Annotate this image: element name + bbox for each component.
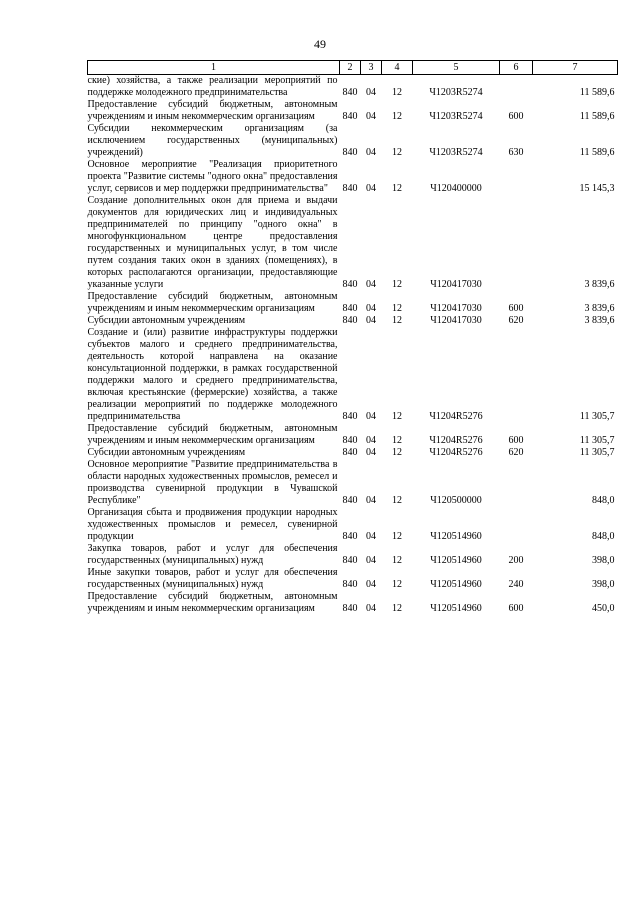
row-section-code: 04 [366, 111, 376, 122]
row-expense-type-code: 600 [508, 603, 524, 614]
row-name: Предоставление субсидий бюджетным, автономным учреждениям и иным некоммерческим организациям [87, 591, 338, 614]
row-name: Организация сбыта и продвижения продукции народных художественных промыслов и ремесел, сувенирной продукции [87, 507, 338, 542]
row-subsection-code: 12 [392, 495, 402, 506]
row-section-code: 04 [366, 435, 376, 446]
row-section-code: 04 [366, 531, 376, 542]
budget-table [87, 60, 618, 615]
table-row [88, 123, 618, 159]
row-ministry-code: 840 [342, 147, 358, 158]
column-header-3: 3 [361, 61, 382, 75]
row-subsection-code: 12 [392, 411, 402, 422]
column-header-5: 5 [413, 61, 500, 75]
row-expense-type-code [500, 159, 533, 195]
column-header-2: 2 [340, 61, 361, 75]
row-amount: 11 305,7 [579, 435, 615, 446]
row-amount: 3 839,6 [584, 303, 615, 314]
row-name: Иные закупки товаров, работ и услуг для обеспечения государственных (муниципальных) нужд [87, 567, 338, 590]
row-subsection-code: 12 [392, 147, 402, 158]
column-header-1: 1 [88, 61, 340, 75]
row-target-code: Ч1204R5276 [429, 411, 483, 422]
table-row [88, 567, 618, 591]
column-header-7: 7 [533, 61, 618, 75]
row-target-code: Ч120514960 [430, 603, 482, 614]
row-expense-type-code: 200 [508, 555, 524, 566]
row-subsection-code: 12 [392, 579, 402, 590]
row-name: Предоставление субсидий бюджетным, автономным учреждениям и иным некоммерческим организациям [87, 291, 338, 314]
row-section-code: 04 [366, 147, 376, 158]
table-row [88, 423, 618, 447]
row-name: Субсидии некоммерческим организациям (за исключением государственных (муниципальных) учреждений) [87, 123, 338, 158]
row-target-code: Ч120514960 [430, 555, 482, 566]
row-amount: 3 839,6 [584, 315, 615, 326]
row-name: Основное мероприятие "Развитие предпринимательства в области народных художественных промыслов, ремесел и производства сувенирной продукции в Чувашской Республике" [87, 459, 338, 506]
row-expense-type-code: 600 [508, 111, 524, 122]
row-section-code: 04 [366, 411, 376, 422]
row-name: Субсидии автономным учреждениям [87, 447, 246, 458]
row-ministry-code: 840 [342, 495, 358, 506]
table-row [88, 447, 618, 459]
row-amount: 15 145,3 [579, 183, 615, 194]
row-name: Предоставление субсидий бюджетным, автономным учреждениям и иным некоммерческим организациям [87, 99, 338, 122]
row-target-code: Ч1203R5274 [429, 87, 483, 98]
table-row [88, 75, 618, 100]
row-subsection-code: 12 [392, 87, 402, 98]
row-amount: 11 305,7 [579, 411, 615, 422]
row-section-code: 04 [366, 603, 376, 614]
row-expense-type-code: 600 [508, 435, 524, 446]
row-subsection-code: 12 [392, 603, 402, 614]
row-target-code: Ч120500000 [430, 495, 482, 506]
table-body [88, 75, 618, 616]
row-amount: 11 589,6 [579, 87, 615, 98]
row-ministry-code: 840 [342, 435, 358, 446]
row-target-code: Ч1204R5276 [429, 447, 483, 458]
row-subsection-code: 12 [392, 555, 402, 566]
row-expense-type-code: 240 [508, 579, 524, 590]
table-row [88, 327, 618, 423]
row-target-code: Ч120514960 [430, 531, 482, 542]
row-subsection-code: 12 [392, 303, 402, 314]
row-target-code: Ч1203R5274 [429, 147, 483, 158]
table-row [88, 591, 618, 615]
row-section-code: 04 [366, 87, 376, 98]
row-name: Основное мероприятие "Реализация приоритетного проекта "Развитие системы "одного окна" предоставления услуг, сервисов и мер поддержки предпринимательства" [87, 159, 338, 194]
table-header-row [88, 61, 618, 75]
row-subsection-code: 12 [392, 183, 402, 194]
row-amount: 450,0 [592, 603, 615, 614]
row-amount: 11 589,6 [579, 147, 615, 158]
row-section-code: 04 [366, 279, 376, 290]
row-amount: 848,0 [592, 531, 615, 542]
table-row [88, 291, 618, 315]
row-expense-type-code [500, 195, 533, 291]
column-header-6: 6 [500, 61, 533, 75]
row-section-code: 04 [366, 303, 376, 314]
row-ministry-code: 840 [342, 531, 358, 542]
row-expense-type-code [500, 75, 533, 100]
column-header-4: 4 [382, 61, 413, 75]
row-ministry-code: 840 [342, 111, 358, 122]
row-target-code: Ч120400000 [430, 183, 482, 194]
row-ministry-code: 840 [342, 411, 358, 422]
row-amount: 11 305,7 [579, 447, 615, 458]
row-ministry-code: 840 [342, 447, 358, 458]
row-section-code: 04 [366, 315, 376, 326]
row-subsection-code: 12 [392, 435, 402, 446]
table-row [88, 543, 618, 567]
row-ministry-code: 840 [342, 279, 358, 290]
row-name: Предоставление субсидий бюджетным, автономным учреждениям и иным некоммерческим организациям [87, 423, 338, 446]
row-name: Создание дополнительных окон для приема и выдачи документов для юридических лиц и индивидуальных предпринимателей по принципу "одного окна" в многофункциональном центре предоставления государственных и муниципальных услуг, в том числе путем создания таких окон в зданиях (помещениях), в которых располагаются организации, предоставляющие указанные услуги [87, 195, 338, 290]
table-row [88, 195, 618, 291]
row-ministry-code: 840 [342, 555, 358, 566]
row-ministry-code: 840 [342, 579, 358, 590]
row-expense-type-code: 620 [508, 315, 524, 326]
row-ministry-code: 840 [342, 315, 358, 326]
row-target-code: Ч120514960 [430, 579, 482, 590]
row-amount: 848,0 [592, 495, 615, 506]
row-ministry-code: 840 [342, 183, 358, 194]
table-row [88, 459, 618, 507]
row-name: Создание и (или) развитие инфраструктуры поддержки субъектов малого и среднего предпринимательства, деятельность которой направлена на оказание консультационной поддержки, в рамках государственной поддержки малого и среднего предпринимательства, включая крестьянские (фермерские) хозяйства, а также реализации мероприятий по поддержке молодежного предпринимательства [87, 327, 338, 422]
table-row [88, 507, 618, 543]
row-ministry-code: 840 [342, 603, 358, 614]
row-subsection-code: 12 [392, 111, 402, 122]
row-subsection-code: 12 [392, 447, 402, 458]
row-section-code: 04 [366, 555, 376, 566]
row-amount: 11 589,6 [579, 111, 615, 122]
row-name: Закупка товаров, работ и услуг для обеспечения государственных (муниципальных) нужд [87, 543, 338, 566]
row-ministry-code: 840 [342, 87, 358, 98]
row-target-code: Ч120417030 [430, 303, 482, 314]
row-expense-type-code: 630 [508, 147, 524, 158]
row-target-code: Ч1204R5276 [429, 435, 483, 446]
row-amount: 398,0 [592, 579, 615, 590]
row-subsection-code: 12 [392, 531, 402, 542]
row-expense-type-code: 620 [508, 447, 524, 458]
row-section-code: 04 [366, 495, 376, 506]
row-expense-type-code [500, 459, 533, 507]
row-expense-type-code [500, 327, 533, 423]
row-expense-type-code: 600 [508, 303, 524, 314]
row-target-code: Ч120417030 [430, 315, 482, 326]
row-expense-type-code [500, 507, 533, 543]
row-amount: 3 839,6 [584, 279, 615, 290]
row-section-code: 04 [366, 183, 376, 194]
row-name: ские) хозяйства, а также реализации мероприятий по поддержке молодежного предпринимательства [87, 75, 338, 98]
row-subsection-code: 12 [392, 315, 402, 326]
table-row [88, 159, 618, 195]
row-amount: 398,0 [592, 555, 615, 566]
row-target-code: Ч1203R5274 [429, 111, 483, 122]
row-target-code: Ч120417030 [430, 279, 482, 290]
row-section-code: 04 [366, 447, 376, 458]
table-row [88, 99, 618, 123]
table-row [88, 315, 618, 327]
row-subsection-code: 12 [392, 279, 402, 290]
row-section-code: 04 [366, 579, 376, 590]
row-ministry-code: 840 [342, 303, 358, 314]
page-number: 49 [314, 37, 326, 51]
row-name: Субсидии автономным учреждениям [87, 315, 246, 326]
